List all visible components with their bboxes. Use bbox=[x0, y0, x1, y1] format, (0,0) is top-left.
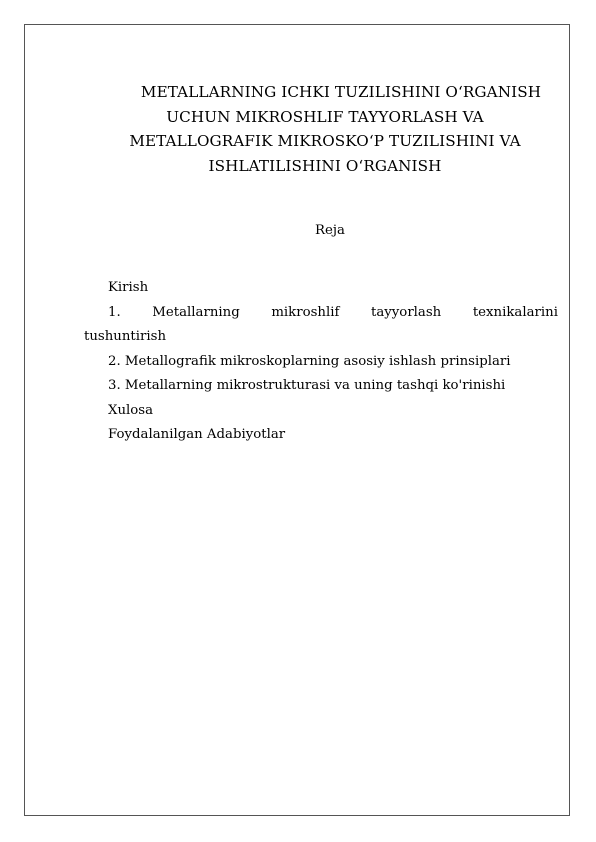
document-title bbox=[100, 80, 550, 178]
outline-item-1-word: tayyorlash bbox=[371, 304, 442, 320]
title-line-1: METALLARNING ICHKI TUZILISHINI O‘RGANISH bbox=[140, 83, 542, 101]
outline-item-1-word: mikroshlif bbox=[271, 304, 340, 320]
outline-item-1-word: 1. bbox=[108, 304, 121, 320]
title-line-3: METALLOGRAFIK MIKROSKO‘P TUZILISHINI VA bbox=[129, 132, 521, 150]
plan-heading: Reja bbox=[315, 223, 345, 238]
outline-item-1-word: Metallarning bbox=[152, 304, 240, 320]
title-line-2: UCHUN MIKROSHLIF TAYYORLASH VA bbox=[166, 107, 484, 126]
outline-item-1 bbox=[84, 301, 558, 350]
outline-item-references: Foydalanilgan Adabiyotlar bbox=[108, 427, 286, 442]
outline-item-conclusion: Xulosa bbox=[108, 402, 154, 418]
outline-item-intro: Kirish bbox=[108, 280, 149, 295]
title-line-4: ISHLATILISHINI O‘RGANISH bbox=[208, 156, 442, 175]
outline-item-3: 3. Metallarning mikrostrukturasi va uning tashqi ko'rinishi bbox=[108, 378, 506, 393]
plan-outline bbox=[84, 276, 558, 448]
outline-item-2: 2. Metallografik mikroskoplarning asosiy ishlash prinsiplari bbox=[108, 353, 511, 369]
outline-item-1-wrap: tushuntirish bbox=[84, 329, 167, 344]
outline-item-1-word: texnikalarini bbox=[472, 304, 558, 320]
outline-item-1-first-line bbox=[84, 301, 558, 326]
